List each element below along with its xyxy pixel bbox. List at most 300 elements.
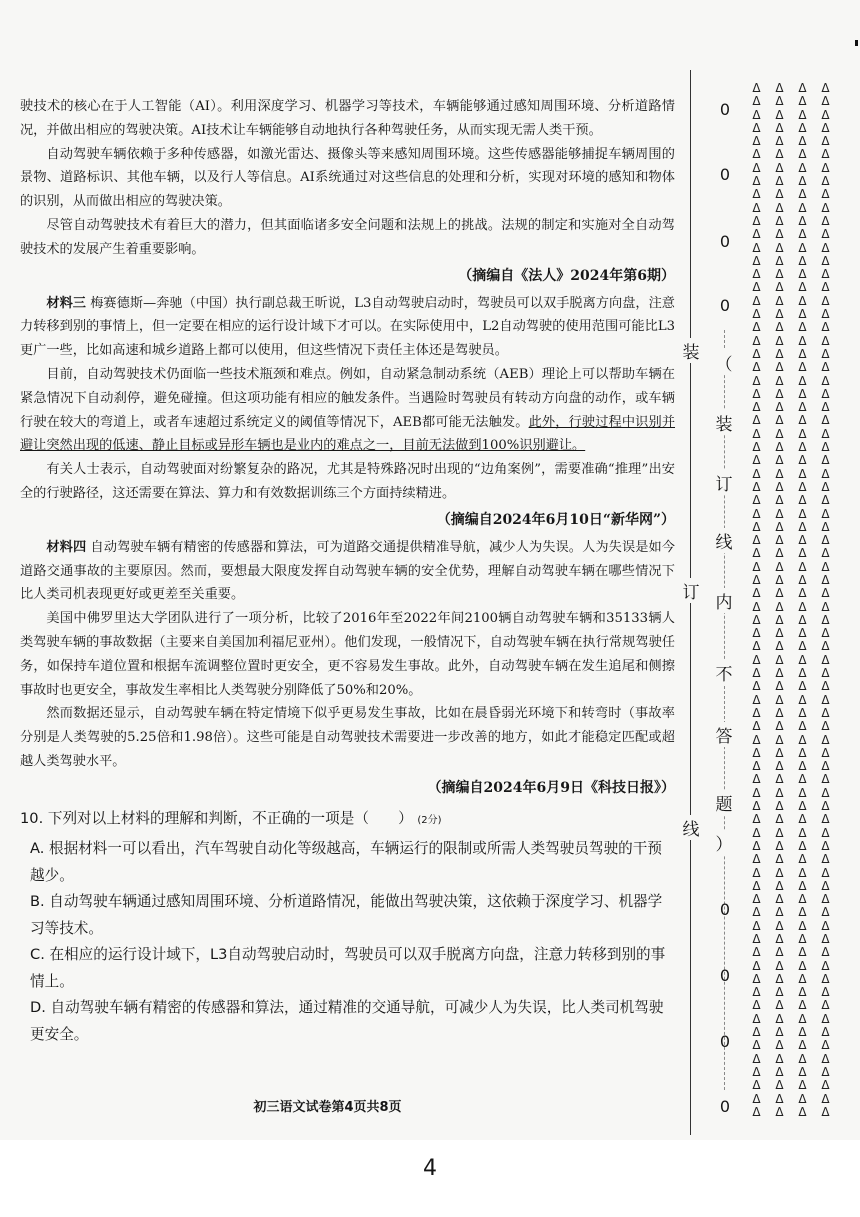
- triangle-mark: Δ: [775, 386, 784, 401]
- triangle-mark: Δ: [798, 240, 807, 255]
- triangle-mark: Δ: [798, 400, 807, 415]
- triangle-mark: Δ: [798, 519, 807, 534]
- triangle-mark: Δ: [821, 227, 830, 242]
- triangle-mark: Δ: [798, 998, 807, 1013]
- triangle-mark: Δ: [775, 253, 784, 268]
- triangle-mark: Δ: [798, 865, 807, 880]
- triangle-mark: Δ: [752, 838, 761, 853]
- triangle-mark: Δ: [775, 812, 784, 827]
- inner-char-4: 线: [714, 528, 734, 553]
- triangle-mark: Δ: [798, 679, 807, 694]
- material-3-paragraph-1: [20, 292, 675, 363]
- triangle-mark: Δ: [798, 559, 807, 574]
- triangle-mark: Δ: [821, 932, 830, 946]
- triangle-mark: Δ: [798, 892, 807, 907]
- triangle-mark: Δ: [798, 572, 807, 587]
- triangle-mark: Δ: [798, 958, 807, 973]
- triangle-mark: Δ: [798, 1051, 807, 1066]
- triangle-mark: Δ: [775, 1051, 784, 1066]
- triangle-mark: Δ: [752, 440, 761, 455]
- triangle-mark: Δ: [798, 639, 807, 654]
- material-3-label: 材料三: [46, 295, 86, 311]
- triangle-mark: Δ: [775, 81, 784, 95]
- triangle-mark: Δ: [752, 945, 761, 960]
- triangle-mark: Δ: [775, 240, 784, 255]
- material-4-label: 材料四: [46, 539, 87, 555]
- triangle-mark: Δ: [798, 705, 807, 720]
- material-3-paragraph-3: 有关人士表示，自动驾驶面对纷繁复杂的路况，尤其是特殊路况时出现的“边角案例”，需要准确“推理”出安全的行驶路径，这还需要在算法、算力和有效数据训练三个方面持续精进。: [20, 462, 675, 501]
- triangle-mark: Δ: [798, 134, 807, 149]
- triangle-mark: Δ: [821, 559, 830, 574]
- material-3-text-1: 梅赛德斯—奔驰（中国）执行副总裁王昕说，L3自动驾驶启动时，驾驶员可以双手脱离方向盘，注意力转移到别的事情上，但一定要在相应的运行设计域下才可以。在实际使用中，L2自动驾驶的使用范围可能比L3更广一些，比如高速和城乡道路上都可以使用，但这些情况下责任主体还是驾驶员。: [20, 295, 675, 359]
- triangle-mark: Δ: [775, 426, 784, 441]
- triangle-mark: Δ: [798, 227, 807, 242]
- triangle-mark: Δ: [798, 1011, 807, 1026]
- triangle-mark: Δ: [821, 1011, 830, 1026]
- inner-char-7: 答: [714, 722, 734, 747]
- triangle-mark: Δ: [821, 772, 830, 787]
- triangle-mark: Δ: [775, 719, 784, 734]
- triangle-mark: Δ: [821, 652, 830, 667]
- triangle-mark: Δ: [821, 506, 830, 521]
- triangle-mark: Δ: [798, 692, 807, 707]
- triangle-mark: Δ: [821, 267, 830, 282]
- triangle-mark: Δ: [775, 745, 784, 760]
- triangle-mark: Δ: [798, 107, 807, 122]
- zero-mark-6: 0: [719, 966, 731, 985]
- triangle-mark: Δ: [798, 945, 807, 960]
- triangle-mark: Δ: [798, 160, 807, 175]
- triangle-mark: Δ: [752, 81, 761, 95]
- triangle-mark: Δ: [798, 612, 807, 627]
- triangle-mark: Δ: [821, 666, 830, 681]
- paragraph-1: 驶技术的核心在于人工智能（AI）。利用深度学习、机器学习等技术，车辆能够通过感知周围环境、分析道路情况，并做出相应的驾驶决策。AI技术让车辆能够自动地执行各种驾驶任务，从而实现无需人类干预。: [20, 99, 675, 138]
- triangle-mark: Δ: [821, 479, 830, 494]
- triangle-mark: Δ: [821, 466, 830, 481]
- triangle-mark: Δ: [821, 759, 830, 774]
- triangle-mark: Δ: [798, 812, 807, 827]
- triangle-mark: Δ: [821, 293, 830, 308]
- triangle-mark: Δ: [798, 174, 807, 189]
- triangle-mark: Δ: [752, 586, 761, 601]
- triangle-mark: Δ: [821, 519, 830, 534]
- triangle-mark: Δ: [821, 346, 830, 361]
- triangle-mark: Δ: [752, 320, 761, 335]
- triangle-mark: Δ: [752, 1078, 761, 1093]
- triangle-mark: Δ: [798, 732, 807, 747]
- triangle-mark: Δ: [798, 360, 807, 375]
- triangle-mark: Δ: [752, 107, 761, 122]
- triangle-mark: Δ: [775, 493, 784, 508]
- inner-char-5: 内: [714, 588, 734, 613]
- triangle-mark: Δ: [752, 426, 761, 441]
- page-footer: 初三语文试卷第4页共8页: [253, 1100, 402, 1115]
- triangle-mark: Δ: [798, 719, 807, 734]
- triangle-mark: Δ: [775, 440, 784, 455]
- triangle-mark: Δ: [821, 440, 830, 455]
- triangle-mark: Δ: [821, 945, 830, 960]
- triangle-mark: Δ: [821, 852, 830, 867]
- question-stem: [20, 806, 675, 835]
- triangle-mark: Δ: [752, 679, 761, 694]
- triangle-mark: Δ: [752, 280, 761, 295]
- triangle-mark: Δ: [775, 479, 784, 494]
- triangle-mark: Δ: [821, 307, 830, 322]
- triangle-mark: Δ: [752, 958, 761, 973]
- material-3-paragraph-2: [20, 363, 675, 458]
- triangle-mark: Δ: [775, 652, 784, 667]
- triangle-mark: Δ: [752, 134, 761, 149]
- triangle-mark: Δ: [775, 759, 784, 774]
- triangle-mark: Δ: [752, 1038, 761, 1053]
- triangle-mark: Δ: [798, 213, 807, 228]
- triangle-mark: Δ: [775, 878, 784, 893]
- triangle-mark: Δ: [821, 120, 830, 135]
- triangle-mark: Δ: [821, 892, 830, 907]
- source-3: （摘编自2024年6月9日《科技日报》）: [427, 779, 675, 796]
- paragraph-3: 尽管自动驾驶技术有着巨大的潜力，但其面临诸多安全问题和法规上的挑战。法规的制定和实施对全自动驾驶技术的发展产生着重要影响。: [20, 217, 675, 257]
- triangle-mark: Δ: [798, 386, 807, 401]
- triangle-mark: Δ: [821, 400, 830, 415]
- triangle-mark: Δ: [798, 147, 807, 162]
- triangle-mark: Δ: [775, 519, 784, 534]
- triangle-mark: Δ: [798, 267, 807, 282]
- triangle-mark: Δ: [821, 1078, 830, 1093]
- triangle-mark: Δ: [821, 719, 830, 734]
- triangle-mark: Δ: [752, 719, 761, 734]
- triangle-mark: Δ: [752, 905, 761, 920]
- triangle-mark: Δ: [821, 147, 830, 162]
- question-score: (2分): [417, 814, 442, 826]
- triangle-mark: Δ: [821, 160, 830, 175]
- triangle-mark: Δ: [752, 506, 761, 521]
- triangle-mark: Δ: [775, 838, 784, 853]
- triangle-mark: Δ: [752, 1025, 761, 1040]
- triangle-mark: Δ: [798, 985, 807, 1000]
- triangle-mark: Δ: [752, 453, 761, 468]
- triangle-mark: Δ: [798, 1078, 807, 1093]
- material-4-paragraph-1: [20, 536, 675, 607]
- triangle-mark: Δ: [821, 333, 830, 348]
- triangle-mark: Δ: [752, 94, 761, 109]
- triangle-mark: Δ: [798, 413, 807, 428]
- triangle-mark: Δ: [752, 612, 761, 627]
- triangle-mark: Δ: [821, 1025, 830, 1040]
- triangle-mark: Δ: [798, 94, 807, 109]
- triangle-mark: Δ: [798, 745, 807, 760]
- triangle-mark: Δ: [752, 293, 761, 308]
- zero-mark-2: 0: [719, 165, 731, 184]
- triangle-mark: Δ: [821, 626, 830, 641]
- triangle-mark: Δ: [775, 865, 784, 880]
- triangle-mark: Δ: [752, 559, 761, 574]
- binding-char-ding: 订: [681, 578, 701, 603]
- triangle-mark: Δ: [775, 187, 784, 202]
- triangle-mark: Δ: [752, 732, 761, 747]
- triangle-mark: Δ: [821, 386, 830, 401]
- triangle-mark: Δ: [798, 825, 807, 840]
- triangle-mark: Δ: [798, 1064, 807, 1079]
- triangle-mark: Δ: [821, 812, 830, 827]
- triangle-mark: Δ: [798, 586, 807, 601]
- triangle-mark: Δ: [821, 612, 830, 627]
- triangle-mark: Δ: [752, 918, 761, 933]
- inner-char-1: （: [714, 350, 734, 375]
- triangle-mark: Δ: [821, 174, 830, 189]
- triangle-mark: Δ: [798, 1091, 807, 1106]
- triangle-mark: Δ: [775, 1078, 784, 1093]
- triangle-mark: Δ: [821, 1064, 830, 1079]
- triangle-mark: Δ: [798, 932, 807, 946]
- triangle-mark: Δ: [821, 94, 830, 109]
- triangle-mark: Δ: [798, 652, 807, 667]
- binding-char-xian: 线: [681, 815, 701, 840]
- triangle-mark: Δ: [775, 400, 784, 415]
- triangle-mark: Δ: [821, 413, 830, 428]
- triangle-mark: Δ: [775, 572, 784, 587]
- triangle-mark: Δ: [821, 360, 830, 375]
- triangle-mark: Δ: [752, 799, 761, 814]
- triangle-mark: Δ: [752, 692, 761, 707]
- triangle-mark: Δ: [821, 187, 830, 202]
- binding-char-zhuang: 装: [681, 338, 701, 363]
- triangle-mark: Δ: [775, 852, 784, 867]
- triangle-mark: Δ: [752, 386, 761, 401]
- triangle-mark: Δ: [775, 785, 784, 800]
- triangle-mark: Δ: [798, 453, 807, 468]
- triangle-mark: Δ: [798, 759, 807, 774]
- triangle-mark: Δ: [775, 147, 784, 162]
- triangle-mark: Δ: [752, 200, 761, 215]
- triangle-mark: Δ: [775, 586, 784, 601]
- triangle-mark: Δ: [798, 772, 807, 787]
- triangle-mark: Δ: [821, 918, 830, 933]
- triangle-mark: Δ: [752, 599, 761, 614]
- source-2: （摘编自2024年6月10日“新华网”）: [436, 511, 675, 528]
- option-b: B. 自动驾驶车辆通过感知周围环境、分析道路情况，能做出驾驶决策，这依赖于深度学习、机器学习等技术。: [30, 893, 663, 937]
- triangle-mark: Δ: [752, 546, 761, 561]
- triangle-mark: Δ: [775, 679, 784, 694]
- inner-char-3: 订: [714, 470, 734, 495]
- triangle-mark: Δ: [821, 799, 830, 814]
- material-3-text-2: 目前，自动驾驶技术仍面临一些技术瓶颈和难点。例如，自动紧急制动系统（AEB）理论上可以帮助车辆在紧急情况下自动刹停，避免碰撞。但这项功能有相应的触发条件。当遇险时驾驶员有转动方向盘的动作，或车辆行驶在较大的弯道上，或者车速超过系统定义的阈值等情况下，AEB都可能无法触发。: [20, 366, 675, 430]
- triangle-mark: Δ: [798, 280, 807, 295]
- triangle-mark: Δ: [821, 280, 830, 295]
- triangle-mark: Δ: [798, 479, 807, 494]
- inner-char-9: ）: [714, 830, 734, 855]
- triangle-mark: Δ: [775, 333, 784, 348]
- triangle-mark: Δ: [821, 200, 830, 215]
- triangle-mark: Δ: [775, 945, 784, 960]
- triangle-mark: Δ: [752, 865, 761, 880]
- triangle-mark: Δ: [821, 453, 830, 468]
- triangle-mark: Δ: [821, 692, 830, 707]
- triangle-mark: Δ: [752, 626, 761, 641]
- triangle-mark: Δ: [798, 546, 807, 561]
- triangle-mark: Δ: [752, 240, 761, 255]
- triangle-mark: Δ: [821, 971, 830, 986]
- triangle-mark: Δ: [821, 745, 830, 760]
- zero-mark-3: 0: [719, 232, 731, 251]
- source-1: （摘编自《法人》2024年第6期）: [458, 267, 675, 284]
- triangle-mark: Δ: [775, 413, 784, 428]
- page-number: 4: [423, 1156, 437, 1181]
- passage: [20, 95, 675, 1048]
- triangle-mark: Δ: [752, 572, 761, 587]
- triangle-mark: Δ: [752, 533, 761, 548]
- triangle-mark: Δ: [775, 94, 784, 109]
- inner-char-2: 装: [714, 410, 734, 435]
- triangle-mark: Δ: [821, 705, 830, 720]
- triangle-mark: Δ: [821, 639, 830, 654]
- triangle-mark: Δ: [798, 466, 807, 481]
- triangle-mark: Δ: [798, 666, 807, 681]
- triangle-mark: Δ: [775, 280, 784, 295]
- triangle-mark: Δ: [775, 360, 784, 375]
- triangle-mark: Δ: [775, 307, 784, 322]
- triangle-mark: Δ: [798, 533, 807, 548]
- option-c: C. 在相应的运行设计域下，L3自动驾驶启动时，驾驶员可以双手脱离方向盘，注意力转移到别的事情上。: [30, 946, 666, 990]
- triangle-mark: Δ: [798, 426, 807, 441]
- triangle-mark: Δ: [775, 506, 784, 521]
- triangle-mark: Δ: [821, 134, 830, 149]
- triangle-mark: Δ: [752, 160, 761, 175]
- triangle-mark: Δ: [775, 1064, 784, 1079]
- triangle-mark: Δ: [798, 293, 807, 308]
- triangle-mark: Δ: [752, 519, 761, 534]
- question-text: 10. 下列对以上材料的理解和判断，不正确的一项是（ ）: [20, 809, 413, 827]
- triangle-mark: Δ: [821, 426, 830, 441]
- triangle-mark: Δ: [798, 200, 807, 215]
- triangle-mark: Δ: [752, 785, 761, 800]
- triangle-mark: Δ: [775, 639, 784, 654]
- triangle-mark: Δ: [752, 174, 761, 189]
- triangle-mark: Δ: [752, 1104, 761, 1119]
- triangle-mark: Δ: [752, 998, 761, 1013]
- triangle-mark: Δ: [775, 453, 784, 468]
- triangle-mark: Δ: [752, 812, 761, 827]
- zero-mark-8: 0: [719, 1097, 731, 1116]
- triangle-mark: Δ: [821, 998, 830, 1013]
- triangle-mark: Δ: [752, 400, 761, 415]
- triangle-mark: Δ: [775, 1011, 784, 1026]
- triangle-mark: Δ: [775, 200, 784, 215]
- triangle-mark: Δ: [775, 1025, 784, 1040]
- triangle-mark: Δ: [775, 120, 784, 135]
- zero-mark-4: 0: [719, 296, 731, 315]
- triangle-mark: Δ: [752, 253, 761, 268]
- triangle-mark: Δ: [752, 413, 761, 428]
- triangle-mark: Δ: [821, 599, 830, 614]
- triangle-mark: Δ: [775, 1104, 784, 1119]
- triangle-mark: Δ: [752, 759, 761, 774]
- triangle-mark: Δ: [775, 998, 784, 1013]
- triangle-mark: Δ: [775, 134, 784, 149]
- material-4-paragraph-3: 然而数据还显示，自动驾驶车辆在特定情境下似乎更易发生事故，比如在晨昏弱光环境下和转弯时（事故率分别是人类驾驶的5.25倍和1.98倍）。这些可能是自动驾驶技术需要进一步改善的地方，如此才能稳定匹配或超越人类驾驶水平。: [20, 706, 675, 769]
- triangle-mark: Δ: [775, 599, 784, 614]
- triangle-mark: Δ: [798, 81, 807, 95]
- triangle-mark: Δ: [821, 825, 830, 840]
- triangle-mark: Δ: [752, 1091, 761, 1106]
- triangle-mark: Δ: [752, 1011, 761, 1026]
- triangle-mark: Δ: [821, 586, 830, 601]
- triangle-mark: Δ: [821, 878, 830, 893]
- triangle-mark: Δ: [752, 333, 761, 348]
- triangle-mark: Δ: [821, 253, 830, 268]
- triangle-mark: Δ: [821, 865, 830, 880]
- triangle-mark: Δ: [821, 732, 830, 747]
- triangle-mark: Δ: [775, 546, 784, 561]
- corner-mark: [855, 40, 858, 46]
- triangle-mark: Δ: [775, 174, 784, 189]
- triangle-mark: Δ: [775, 971, 784, 986]
- option-a: A. 根据材料一可以看出，汽车驾驶自动化等级越高，车辆运行的限制或所需人类驾驶员驾驶的干预越少。: [30, 840, 662, 884]
- triangle-mark: Δ: [798, 187, 807, 202]
- triangle-mark: Δ: [752, 120, 761, 135]
- triangle-mark: Δ: [821, 679, 830, 694]
- triangle-mark: Δ: [775, 892, 784, 907]
- material-3-underlined: 此外，行驶过程中识别并避让突然出现的低速、静止目标或异形车辆也是业内的难点之一，目前无法做到100%识别避让。: [20, 414, 676, 454]
- triangle-mark: Δ: [798, 1104, 807, 1119]
- triangle-mark: Δ: [775, 160, 784, 175]
- triangle-mark: Δ: [775, 732, 784, 747]
- material-4-paragraph-2: 美国中佛罗里达大学团队进行了一项分析，比较了2016年至2022年间2100辆自动驾驶车辆和35133辆人类驾驶车辆的事故数据（主要来自美国加利福尼亚州）。他们发现，一般情况下，自动驾驶车辆在执行常规驾驶任务，如保持车道位置和根据车流调整位置时更安全，更不容易发生事故。此外，自动驾驶车辆在发生追尾和侧擦事故时也更安全，事故发生率相比人类驾驶分别降低了50%和20%。: [20, 611, 675, 698]
- triangle-mark: Δ: [798, 799, 807, 814]
- triangle-mark: Δ: [775, 213, 784, 228]
- triangle-mark: Δ: [752, 932, 761, 946]
- triangle-mark: Δ: [752, 892, 761, 907]
- triangle-mark: Δ: [752, 745, 761, 760]
- triangle-mark: Δ: [798, 253, 807, 268]
- triangle-mark: Δ: [798, 346, 807, 361]
- triangle-mark: Δ: [821, 1038, 830, 1053]
- material-4-text-1: 自动驾驶车辆有精密的传感器和算法，可为道路交通提供精准导航，减少人为失误。人为失误是如今道路交通事故的主要原因。然而，要想最大限度发挥自动驾驶车辆的安全优势，理解自动驾驶车辆在哪些情况下比人类司机表现更好或更差至关重要。: [20, 539, 675, 603]
- triangle-mark: Δ: [821, 958, 830, 973]
- triangle-mark: Δ: [798, 307, 807, 322]
- triangle-mark: Δ: [775, 227, 784, 242]
- option-d: D. 自动驾驶车辆有精密的传感器和算法，通过精准的交通导航，可减少人为失误，比人类司机驾驶更安全。: [30, 999, 664, 1043]
- triangle-mark: Δ: [752, 666, 761, 681]
- inner-char-8: 题: [714, 790, 734, 815]
- triangle-mark: Δ: [798, 971, 807, 986]
- triangle-mark: Δ: [821, 373, 830, 388]
- triangle-mark: Δ: [775, 825, 784, 840]
- triangle-mark: Δ: [752, 493, 761, 508]
- triangle-mark: Δ: [752, 639, 761, 654]
- triangle-mark: Δ: [798, 878, 807, 893]
- triangle-mark: Δ: [752, 267, 761, 282]
- triangle-mark: Δ: [752, 187, 761, 202]
- triangle-mark: Δ: [798, 918, 807, 933]
- triangle-mark: Δ: [752, 307, 761, 322]
- zero-mark-5: 0: [719, 900, 731, 919]
- zero-mark-1: 0: [719, 100, 731, 119]
- triangle-mark: Δ: [752, 373, 761, 388]
- inner-char-6: 不: [714, 660, 734, 685]
- triangle-mark: Δ: [821, 107, 830, 122]
- triangle-mark: Δ: [821, 985, 830, 1000]
- triangle-mark: Δ: [775, 985, 784, 1000]
- triangle-mark: Δ: [798, 626, 807, 641]
- triangle-mark: Δ: [752, 652, 761, 667]
- triangle-mark: Δ: [752, 360, 761, 375]
- triangle-mark: Δ: [798, 440, 807, 455]
- triangle-mark: Δ: [821, 320, 830, 335]
- paragraph-2: 自动驾驶车辆依赖于多种传感器，如激光雷达、摄像头等来感知周围环境。这些传感器能够捕捉车辆周围的景物、道路标识、其他车辆，以及行人等信息。AI系统通过对这些信息的处理和分析，实现对环境的感知和物体的识别，从而做出相应的驾驶决策。: [20, 146, 675, 210]
- triangle-mark: Δ: [752, 772, 761, 787]
- triangle-mark: Δ: [821, 493, 830, 508]
- triangle-mark: Δ: [798, 599, 807, 614]
